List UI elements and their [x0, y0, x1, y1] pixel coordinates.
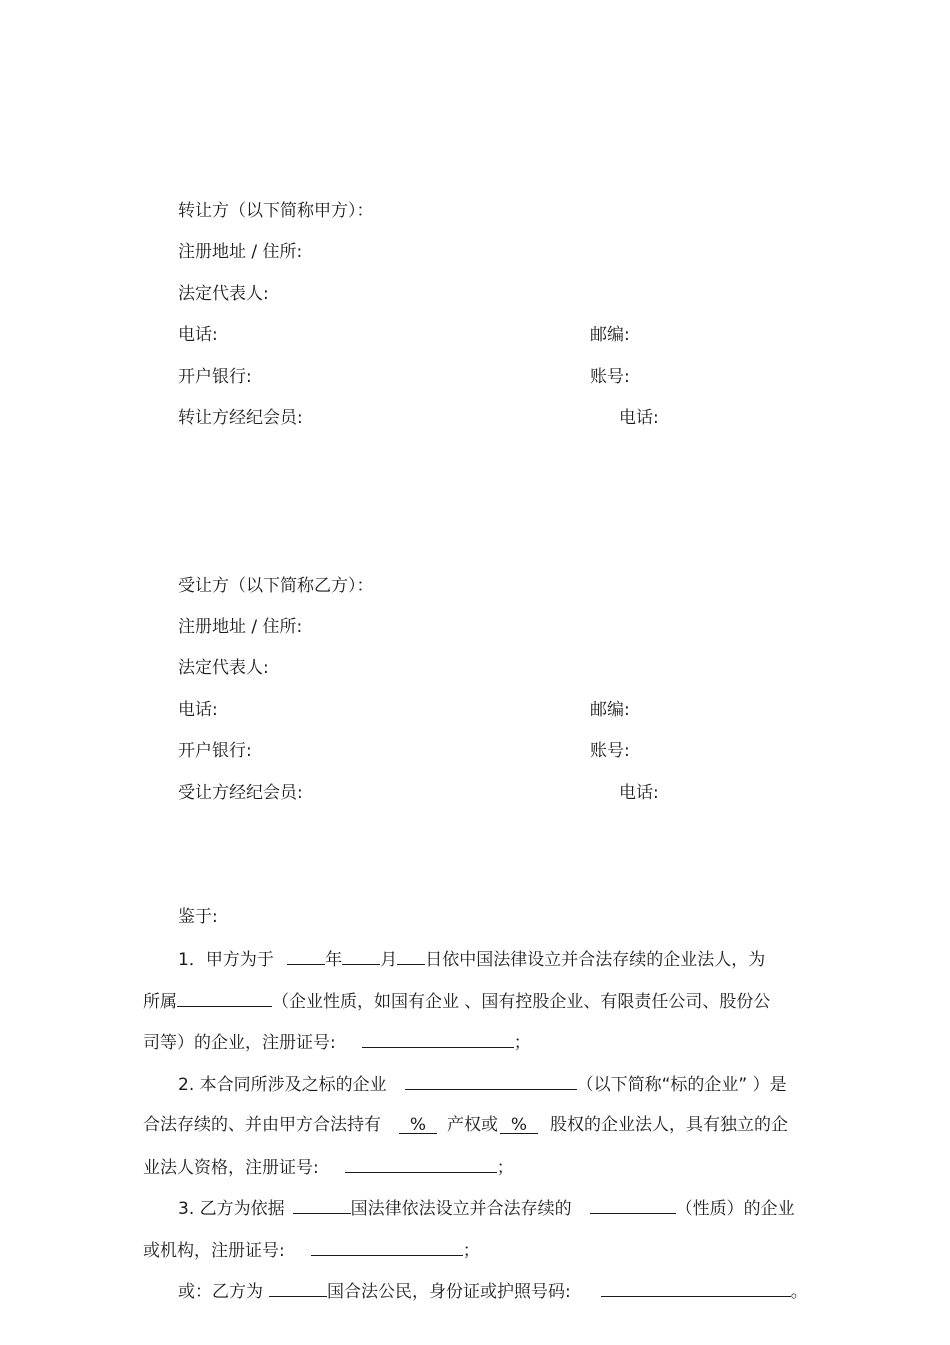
transferor-phone-label: 电话:: [178, 325, 218, 345]
transferor-broker-label: 转让方经纪会员:: [178, 408, 303, 428]
clause-3-end: ；: [462, 1241, 480, 1261]
clause-2-text-d: 股权的企业法人，具有独立的企: [550, 1115, 788, 1135]
transferee-postcode-label: 邮编:: [590, 700, 630, 720]
clause-3-line-2: [143, 1239, 480, 1262]
year-label: 年: [325, 950, 343, 970]
clause-2-line-2: [143, 1114, 788, 1136]
transferor-heading: 转让方（以下简称甲方）：: [178, 201, 374, 221]
clause-2-intro: 2. 本合同所涉及之标的企业: [178, 1075, 387, 1095]
transferee-phone-label: 电话:: [178, 700, 218, 720]
transferor-legal-rep-label: 法定代表人:: [178, 284, 269, 304]
transferor-address-label: 注册地址 / 住所:: [178, 242, 303, 262]
clause-2-text-b: 合法存续的、并由甲方合法持有: [143, 1115, 381, 1135]
clause-1-text-a: 日依中国法律设立并合法存续的企业法人，为: [425, 950, 766, 970]
transferor-postcode-label: 邮编:: [590, 325, 630, 345]
clause-3-intro: 3. 乙方为依据: [178, 1199, 285, 1219]
blank-enterprise-nature: [177, 990, 272, 1007]
transferee-heading: 受让方（以下简称乙方）：: [178, 576, 374, 596]
blank-month: [342, 948, 380, 965]
clause-3-text-c: 或机构，注册证号:: [143, 1241, 285, 1261]
clause-4-intro: 或：乙方为: [178, 1282, 263, 1302]
blank-id-number: [601, 1280, 791, 1297]
transferee-bank-label: 开户银行:: [178, 741, 252, 761]
blank-day: [397, 948, 425, 965]
clause-2-text-a: （以下简称“标的企业” ）是: [576, 1075, 787, 1095]
transferee-broker-phone-label: 电话:: [619, 783, 659, 803]
blank-nature: [590, 1197, 676, 1214]
percent-sign-1: %: [409, 1115, 427, 1135]
clause-4-end: 。: [790, 1282, 808, 1302]
transferee-legal-rep-label: 法定代表人:: [178, 658, 269, 678]
clause-1-text-c: （企业性质，如国有企业 、国有控股企业、有限责任公司、股份公: [272, 992, 771, 1012]
blank-country-1: [293, 1197, 351, 1214]
transferee-address-label: 注册地址 / 住所:: [178, 617, 303, 637]
clause-2-text-e: 业法人资格，注册证号:: [143, 1158, 319, 1178]
clause-3-text-a: 国法律依法设立并合法存续的: [350, 1199, 572, 1219]
transferor-broker-phone-label: 电话:: [619, 408, 659, 428]
blank-registration-no-2: [345, 1156, 497, 1173]
clause-3-line-1: [178, 1197, 795, 1220]
transferee-broker-label: 受让方经纪会员:: [178, 783, 303, 803]
blank-registration-no-3: [311, 1239, 463, 1256]
blank-property-percent: [399, 1117, 437, 1134]
clause-1-end: ；: [513, 1033, 531, 1053]
percent-sign-2: %: [510, 1115, 528, 1135]
clause-1-text-b: 所属: [143, 992, 177, 1012]
blank-target-enterprise: [405, 1073, 577, 1090]
whereas-heading: 鉴于:: [178, 907, 218, 927]
clause-3-text-b: （性质）的企业: [675, 1199, 795, 1219]
clause-1-intro: 1．甲方为于: [178, 950, 274, 970]
clause-2-line-1: [178, 1073, 787, 1096]
clause-2-end: ；: [496, 1158, 514, 1178]
month-label: 月: [380, 950, 398, 970]
clause-2-text-c: 产权或: [447, 1115, 498, 1135]
clause-1-line-1: [178, 948, 765, 971]
clause-1-line-3: [143, 1031, 531, 1054]
transferee-account-label: 账号:: [590, 741, 630, 761]
blank-country-2: [269, 1280, 327, 1297]
transferor-account-label: 账号:: [590, 367, 630, 387]
blank-year: [287, 948, 325, 965]
clause-4-text-a: 国合法公民，身份证或护照号码:: [327, 1282, 571, 1302]
transferor-bank-label: 开户银行:: [178, 367, 252, 387]
clause-2-line-3: [143, 1156, 514, 1179]
clause-1-line-2: [143, 990, 770, 1013]
clause-1-text-d: 司等）的企业，注册证号:: [143, 1033, 336, 1053]
clause-4-line-1: [178, 1280, 808, 1303]
blank-equity-percent: [500, 1117, 538, 1134]
blank-registration-no-1: [362, 1031, 514, 1048]
